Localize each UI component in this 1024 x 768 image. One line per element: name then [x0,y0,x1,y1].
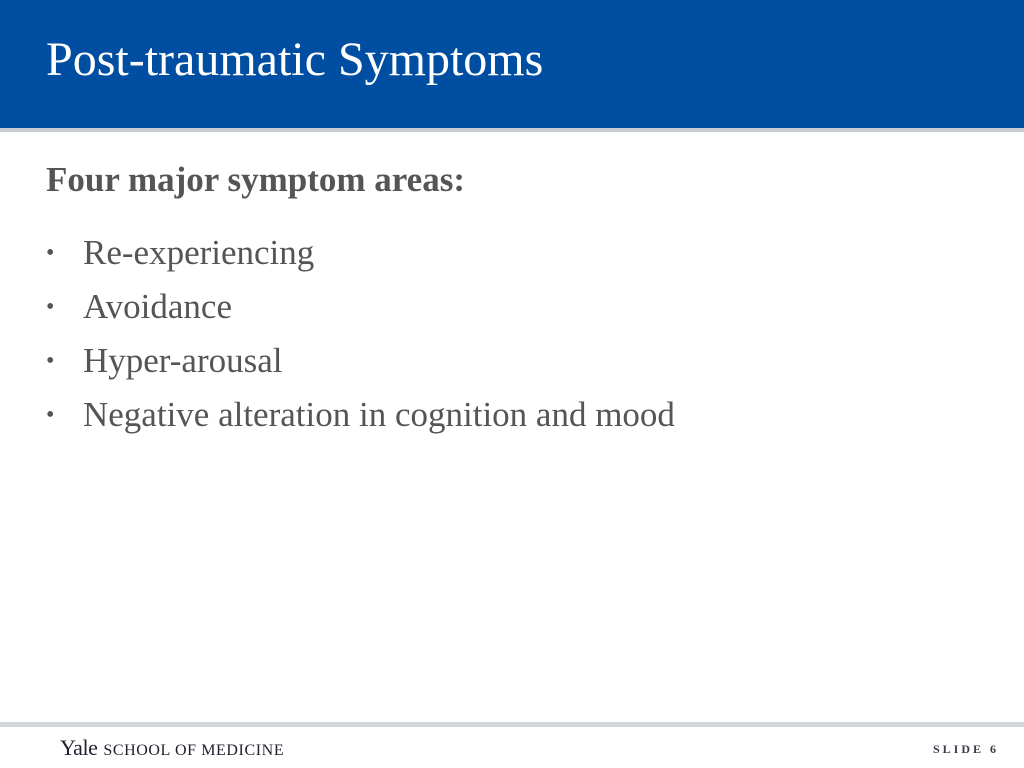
bullet-icon: • [46,348,55,374]
bullet-icon: • [46,402,55,428]
list-item-text: Negative alteration in cognition and mood [83,395,675,434]
bullet-icon: • [46,294,55,320]
header-divider [0,128,1024,132]
yale-school-of-medicine-logo [60,735,284,761]
slide-number: SLIDE 6 [932,742,999,756]
bullet-icon: • [46,240,55,266]
section-subheading: Four major symptom areas: [46,160,465,199]
footer-divider [0,722,1024,727]
list-item [46,280,675,334]
list-item [46,226,675,280]
symptom-list [46,226,675,442]
logo-yale-wordmark: Yale [60,735,98,760]
list-item-text: Hyper-arousal [83,341,283,380]
list-item [46,334,675,388]
header-bar [0,0,1024,128]
list-item-text: Re-experiencing [83,233,315,272]
logo-school-wordmark: SCHOOL OF MEDICINE [103,742,285,759]
list-item [46,388,675,442]
list-item-text: Avoidance [83,287,233,326]
page-title: Post-traumatic Symptoms [46,33,544,86]
